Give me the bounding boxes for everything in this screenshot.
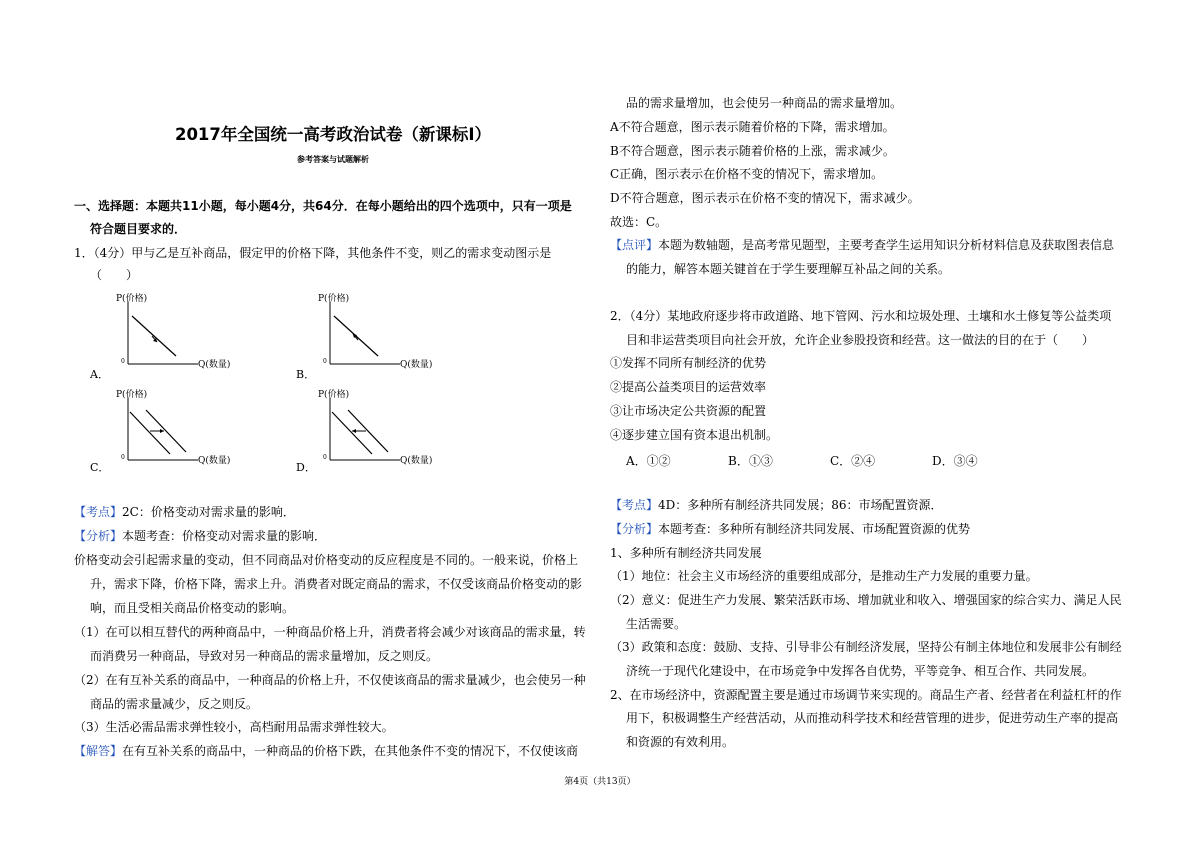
- q1-para3-line1: （2）在有互补关系的商品中，一种商品的价格上升，不仅使该商品的需求量减少，也会使另一种: [74, 673, 586, 687]
- q1-para2-line2: 而消费另一种商品，导致对另一种商品的需求量增加，反之则反。: [90, 649, 439, 663]
- kaodian-tag: 【考点】: [74, 505, 123, 519]
- q2-item-1: ①发挥不同所有制经济的优势: [610, 356, 767, 370]
- axis-label-p: P(价格): [318, 294, 350, 304]
- origin-label: 0: [323, 358, 327, 365]
- q2-point-1a: （1）地位：社会主义市场经济的重要组成部分，是推动生产力发展的重要力量。: [610, 569, 1038, 583]
- kaodian-text: 2C：价格变动对需求量的影响．: [122, 505, 295, 519]
- fenxi-text: 本题考查：价格变动对需求量的影响．: [122, 529, 327, 543]
- graph-a: [114, 292, 244, 374]
- q2-point-2-line3: 和资源的有效利用。: [626, 735, 735, 749]
- q1-dianping-cont: 的能力，解答本题关键首在于学生要理解互补品之间的关系。: [626, 262, 951, 276]
- q2-point-1b-line1: （2）意义：促进生产力发展、繁荣活跃市场、增加就业和收入、增强国家的综合实力、满足人民: [610, 593, 1122, 607]
- q2-option-b: B．①③: [728, 454, 773, 468]
- axis-label-q: Q(数量): [400, 456, 433, 466]
- q2-stem-cont: 目和非运营类项目向社会开放，允许企业参股投资和经营。这一做法的目的在于（ ）: [626, 333, 1095, 347]
- fenxi-tag: 【分析】: [610, 522, 659, 536]
- q2-stem: 2．（4分）某地政府逐步将市政道路、地下管网、污水和垃圾处理、土壤和水土修复等公益类项: [610, 309, 1112, 323]
- jieda-tag: 【解答】: [74, 744, 123, 758]
- q2-options: [626, 452, 1034, 469]
- q2-item-2: ②提高公益类项目的运营效率: [610, 380, 767, 394]
- axis-label-p: P(价格): [116, 294, 148, 304]
- section-heading-cont: 符合题目要求的．: [90, 222, 187, 236]
- q2-item-4: ④逐步建立国有资本退出机制。: [610, 428, 779, 442]
- q2-option-a: A．①②: [626, 454, 671, 468]
- q1-kaodian: [74, 505, 295, 520]
- q1-para1-line2: 升，需求下降，价格下降，需求上升。消费者对既定商品的需求，不仅受该商品价格变动的影: [90, 577, 583, 591]
- option-c-label: C．: [90, 461, 110, 474]
- q1-answer: 故选：C。: [610, 215, 668, 229]
- q2-option-d: D．③④: [932, 454, 978, 468]
- q1-para3-line2: 商品的需求量减少，反之则反。: [90, 697, 259, 711]
- q2-point-1c-line2: 济统一于现代化建设中，在市场竞争中发挥各自优势，平等竞争、相互合作、共同发展。: [626, 664, 1095, 678]
- axis-label-p: P(价格): [318, 390, 350, 400]
- jieda-text: 在有互补关系的商品中，一种商品的价格下跌，在其他条件不变的情况下，不仅使该商: [122, 744, 579, 758]
- dianping-tag: 【点评】: [610, 238, 659, 252]
- kaodian-tag: 【考点】: [610, 498, 659, 512]
- page-footer: 第4页（共13页）: [564, 777, 636, 787]
- paper-subtitle: 参考答案与试题解析: [297, 155, 369, 164]
- q1-analysis-b: B不符合题意，图示表示随着价格的上涨，需求减少。: [610, 144, 895, 158]
- q2-point-2-line2: 用下，积极调整生产经营活动，从而推动科学技术和经营管理的进步，促进劳动生产率的提高: [626, 711, 1119, 725]
- graph-c: [114, 388, 254, 470]
- section-heading: 一、选择题：本题共11小题，每小题4分，共64分．在每小题给出的四个选项中，只有一项是: [74, 199, 572, 213]
- q1-jieda-cont: 品的需求量增加，也会使另一种商品的需求量增加。: [626, 96, 903, 110]
- q2-item-3: ③让市场决定公共资源的配置: [610, 404, 767, 418]
- paper-title: 2017年全国统一高考政治试卷（新课标Ⅰ）: [174, 125, 492, 144]
- option-b-label: B．: [296, 368, 316, 381]
- kaodian-text: 4D：多种所有制经济共同发展；86：市场配置资源．: [658, 498, 943, 512]
- q1-analysis-c: C正确，图示表示在价格不变的情况下，需求增加。: [610, 167, 884, 181]
- q2-point-1c-line1: （3）政策和态度：鼓励、支持、引导非公有制经济发展，坚持公有制主体地位和发展非公有制经: [610, 640, 1122, 654]
- q1-para2-line1: （1）在可以相互替代的两种商品中，一种商品价格上升，消费者将会减少对该商品的需求量，转: [74, 625, 586, 639]
- q1-analysis-d: D不符合题意，图示表示在价格不变的情况下，需求减少。: [610, 191, 920, 205]
- q1-jieda: [74, 744, 578, 759]
- origin-label: 0: [121, 358, 125, 365]
- q1-stem: 1．（4分）甲与乙是互补商品，假定甲的价格下降，其他条件不变，则乙的需求变动图示是: [74, 246, 552, 260]
- q1-para1-line1: 价格变动会引起需求量的变动，但不同商品对价格变动的反应程度是不同的。一般来说，价格上: [74, 553, 579, 567]
- q1-para1-line3: 响，而且受相关商品价格变动的影响。: [90, 601, 295, 615]
- dianping-text: 本题为数轴题，是高考常见题型，主要考查学生运用知识分析材料信息及获取图表信息: [658, 238, 1115, 252]
- demand-curve-1: [130, 412, 170, 454]
- q2-point-2-line1: 2、在市场经济中，资源配置主要是通过市场调节来实现的。商品生产者、经营者在利益杠杆的作: [610, 688, 1122, 702]
- demand-curve-1: [332, 412, 372, 454]
- axis-label-q: Q(数量): [198, 456, 231, 466]
- origin-label: 0: [323, 454, 327, 461]
- q1-fenxi: [74, 529, 326, 544]
- q1-stem-cont: （ ）: [90, 268, 139, 282]
- option-d-label: D．: [296, 461, 316, 474]
- q2-kaodian: [610, 498, 943, 513]
- graph-b: [316, 292, 446, 374]
- q2-option-c: C．②④: [830, 454, 876, 468]
- origin-label: 0: [121, 454, 125, 461]
- axis-label-p: P(价格): [116, 390, 148, 400]
- q1-dianping: [610, 238, 1114, 253]
- q2-point-1b-line2: 生活需要。: [626, 617, 687, 631]
- demand-curve: [132, 316, 176, 356]
- graph-d: [316, 388, 456, 470]
- q1-para4: （3）生活必需品需求弹性较小，高档耐用品需求弹性较大。: [74, 720, 394, 734]
- q1-analysis-a: A不符合题意，图示表示随着价格的下降，需求增加。: [610, 120, 895, 134]
- fenxi-tag: 【分析】: [74, 529, 123, 543]
- option-a-label: A．: [90, 368, 109, 381]
- q2-fenxi: [610, 522, 970, 537]
- q2-point-1: 1、多种所有制经济共同发展: [610, 546, 762, 560]
- axis-label-q: Q(数量): [198, 360, 231, 370]
- axis-label-q: Q(数量): [400, 360, 433, 370]
- fenxi-text: 本题考查：多种所有制经济共同发展、市场配置资源的优势: [658, 522, 971, 536]
